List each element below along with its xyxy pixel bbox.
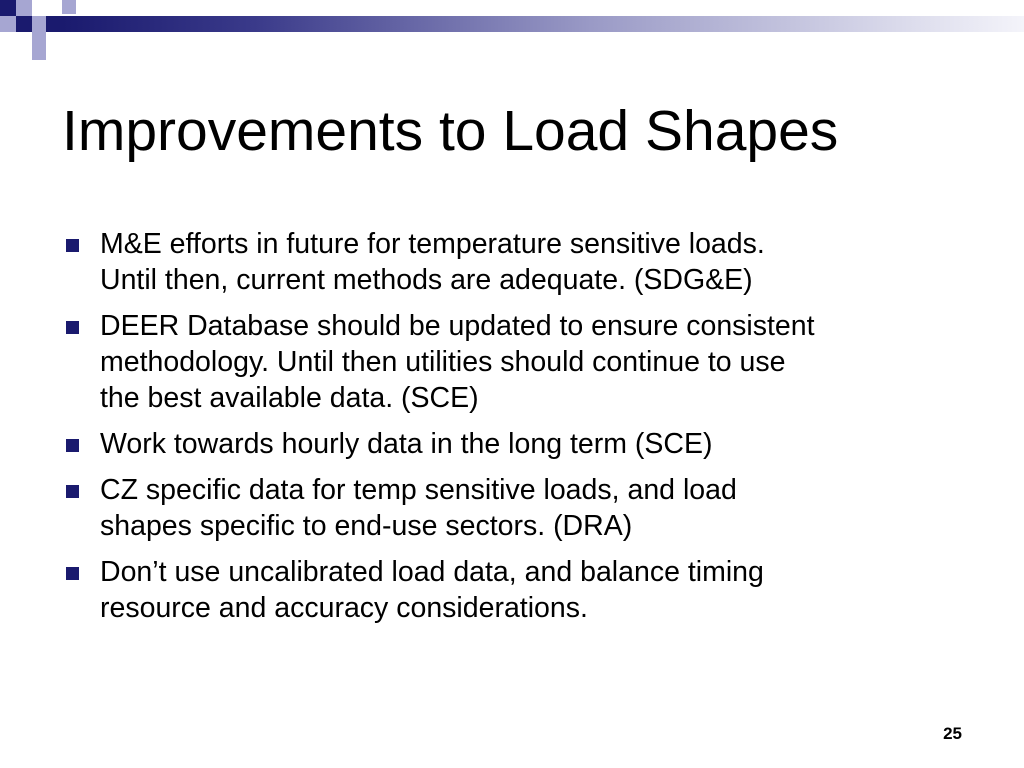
corner-square-navy-2: [16, 16, 32, 32]
bullet-item: [62, 472, 982, 544]
bullet-item: [62, 554, 982, 626]
bullet-text: Don’t use uncalibrated load data, and balance timing resource and accuracy considerations.: [100, 556, 764, 624]
bullet-text: M&E efforts in future for temperature sensitive loads. Until then, current methods are adequate. (SDG&E): [100, 228, 765, 296]
slide-title: Improvements to Load Shapes: [62, 99, 839, 163]
corner-square-lavender-5: [32, 46, 46, 60]
square-bullet-icon: [66, 239, 79, 252]
bullet-list: [62, 226, 982, 636]
corner-square-lavender-1: [16, 0, 32, 16]
bullet-item: [62, 426, 982, 462]
corner-square-navy-3: [46, 16, 62, 32]
square-bullet-icon: [66, 439, 79, 452]
bullet-item: [62, 308, 982, 416]
bullet-text: CZ specific data for temp sensitive loads, and load shapes specific to end-use sectors. (DRA): [100, 474, 737, 542]
corner-square-navy-1: [0, 0, 16, 16]
square-bullet-icon: [66, 321, 79, 334]
bullet-text: DEER Database should be updated to ensure consistent methodology. Until then utilities should continue to use the best available data. (SCE): [100, 310, 815, 414]
square-bullet-icon: [66, 567, 79, 580]
bullet-item: [62, 226, 982, 298]
header-gradient-bar: [62, 16, 1024, 32]
corner-square-lavender-4: [32, 32, 46, 46]
square-bullet-icon: [66, 485, 79, 498]
page-number: 25: [943, 724, 962, 743]
corner-square-lavender-2: [0, 16, 16, 32]
corner-square-lavender-6: [62, 0, 76, 14]
bullet-text: Work towards hourly data in the long term (SCE): [100, 428, 713, 460]
